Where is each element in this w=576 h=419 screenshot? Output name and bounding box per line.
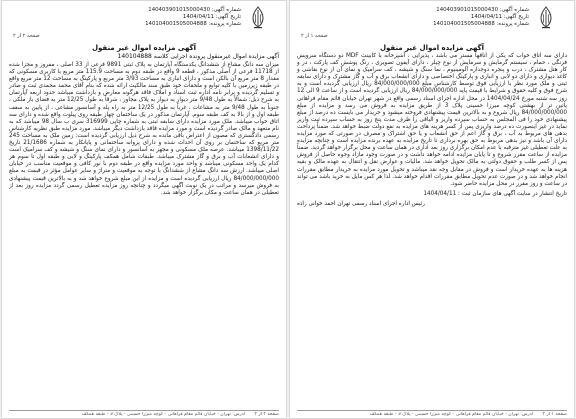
- signature-line: رئیس اداره اجرای اسناد رسمی تهران احمد خوانی زاده: [297, 200, 425, 207]
- footer-page: صفحه ۲ از ۲: [254, 412, 279, 417]
- document-page-1: [289, 0, 575, 419]
- page-header: [297, 5, 567, 43]
- page-label: صفحه ۲ از ۲: [13, 33, 40, 39]
- page-header: [9, 5, 279, 43]
- footer-page: صفحه ۱ از ۲: [542, 412, 567, 417]
- notice-date: تاریخ آگهی: 1404/04/11: [182, 14, 241, 21]
- notice-body: [297, 53, 567, 198]
- notice-title: آگهی مزایده اموال غیر منقول: [379, 44, 485, 52]
- file-number: شماره پرونده: 140104001505004888: [433, 21, 529, 28]
- page-footer: [297, 412, 567, 417]
- file-number: شماره پرونده: 140104001505004888: [145, 21, 241, 28]
- publish-date-line: تاریخ انتشار در سایت آگهی های سازمان ثبت : 1404/04/11: [423, 190, 567, 197]
- iran-emblem-icon: [247, 5, 269, 29]
- footer-address: آدرس: تهران - خیابان قائم مقام فراهانی - کوچه میرزا حسینی - پلاک 3 - طبقه همکف: [81, 412, 246, 417]
- notice-body: [9, 62, 279, 197]
- iran-emblem-icon: [535, 5, 557, 29]
- footer-divider: [9, 410, 279, 411]
- notice-meta: [145, 7, 241, 29]
- notice-number: شماره آگهی: 140403901015000430: [148, 7, 241, 13]
- document-page-2: [1, 0, 287, 419]
- page-label: صفحه ۱ از ۲: [301, 33, 328, 39]
- body-paragraph: میزان سه دانگ مشاع از ششدانگ یکدستگاه آپارتمان به پلاک ثبتی 9891 فرعی از 33 اصلی ، مفروز و مجزا شده از 11718 فرعی از اصلی مذکور ، قطعه 9 واقع در طبقه دوم به مساحت 115.9 متر مربع با کاربری مسکونی که مقدار 8 متر مربع آن بالکن است و دارای انباری به مساحت 3/93 متر مربع و پارکینگ به مساحت 12 متر مربع واقع در طبقه زیرزمین با کلیه توابع و ملحقات خود طبق سند مالکیت ارائه شده که بنام آقای محمد محمدی ثبت و صادر و تسلیم گردیده و برابر نامه اداره ثبت اسناد و املاک فاقد هرگونه معارض و بازداشت میباشد حدود اربعه آپارتمان به شرح ذیل: شمالاً به طول 9/48 متر دیوار به دیوار به پلاک مجاور ، شرقاً به طول 12/25 متر به فضای باز ملکی ، جنوباً به طول 9/48 متر به مشاعات ، غرباً به طول 12/25 متر به راه پله و آسانسور مشاعی ، از پایین به سقف طبقه اول و از بالا به کف طبقه سوم. آپارتمان مذکور در یک ساختمان چهار طبقه روی پیلوت واقع شده و دارای سه اتاق خواب میباشد. ملک مورد مزایده دارای سابقه ثبتی به شماره چاپی 316999 سری ب سال 98 میباشد که به نام متعهد و مالک صادر گردیده است و مورد مزایده فاقد بازداشت دیگر میباشد. مورد مزایده طبق نظریه کارشناس رسمی دادگستری که مصون از اعتراض باقی مانده به شرح ذیل ارزیابی گردیده است: زمین ملک به مساحت 245 متر مربع که ساختمان بر روی آن احداث شده و دارای پروانه ساختمانی و پایانکار به شماره 21/1686 تاریخ 1398/11/22 میباشد. عرصه ملک مسکونی و مجهز به آسانسور و دارای نمای سنگ و شیشه و کف سرامیک است و دارای انشعابات آب و برق و گاز مشترک میباشد. طبقات شامل همکف پارکینگ و لابی و طبقه اول تا سوم هر کدام یک واحد مسکونی میباشد و واحد مورد مزایده واقع در طبقه دوم با نور کافی و موقعیت مناسب در خیابان اصلی میباشد. ارزش سه دانگ مشاع از ششدانگ با توجه به موقعیت و متراژ و سایر عوامل مؤثر در قیمت به مبلغ 84/000/000/000 ریال ارزیابی گردیده است و مزایده از این مبلغ شروع خواهد شد و به بالاترین قیمت پیشنهادی به فروش میرسد و مراتب در یک نوبت آگهی میگردد و چنانچه روز مزایده تعطیل رسمی گردد مزایده روز بعد از تعطیلی در همان ساعت و مکان برگزار خواهد شد.: [9, 62, 280, 196]
- page-footer: [9, 412, 279, 417]
- notice-number: شماره آگهی: 140403901015000430: [436, 7, 529, 13]
- notice-date: تاریخ آگهی: 1404/04/11: [470, 14, 529, 21]
- notice-meta: [433, 7, 529, 29]
- body-paragraph: دارای سه اتاق خواب که یکی از اتاقها مستر می باشد ، پذیرایی ، آشپزخانه با کابینت MDF دو دستگاه سرویس فرنگی ، حمام ، سیستم گرمایش و سرمایش از نوع چیلر ، دارای آیفون تصویری ، رنگ پوشش کف پارکت ، در و کار هتل مشترک ، درب و پنجره دوجداره آلومینیوم ، نما سنگ و شیشه ، کف سرامیک و نمای آن از نوع نقاشی و کاغذ دیواری و دارای دو لابی و انباری و پارکینگ اختصاصی و دارای انشعاب برق و آب و گاز مشترک و دارای سابقه ثبتی و ملک مورد نظر با ارزیابی فوق توسط کارشناس مبلغ 84/000/000/000 ریال ارزیابی گردیده است و به شرح فوق و کلیه حقوق و شرایط با قیمت پایه 84/000/000/000 ریال ارزیابی گردیده است و از ساعت 9 الی 12 روز سه شنبه مورخ 1404/04/24 در محل اداره اجرای اسناد رسمی واقع در شهر تهران خیابان قائم مقام فراهانی پائین تر از بهشتی کوچه میرزا حسینی پلاک 3 از طریق مزایده به فروش می رسد و مزایده از مبلغ 84/000/000/000 ریال شروع و به بالاترین قیمت پیشنهادی فروخته میشود و خریدار می بایست ده درصد از مبلغ پیشنهادی خود را فی المجلس به حساب سپرده واریز و الباقی را ظرف مدت پنج روز به حساب سپرده ثبت واریز نماید در غیر اینصورت ده درصد واریزی پس از کسر هزینه های مزایده به نفع دولت ضبط خواهد شد. ضمناً پرداخت بدهی های مربوط به آب ، برق و گاز اعم از حق انشعاب و یا حق اشتراک و مصرف در صورتی که مورد مزایده دارای آن باشد و نیز بدهی مربوط به حق بهره برداری تا تاریخ مزایده به عهده برنده مزایده است و چنانچه مزایده به علت تعطیلی غیر مترقبه یا عدم امکان برگزاری روز بعد اداری در همان ساعت و محل برگزار خواهد گردید. ضمناً مزایده از ساعت مقرر شروع و تا پایان مزایده ادامه خواهد داشت و در صورت وجود مازاد وجوه حاصل از فروش پس از کسر طلب و حقوق دولتی به مالک تحویل خواهد شد. مالیات و عوارض نقل و انتقال به عهده مالک و بقیه هزینه ها به عهده خریدار است و فروش در مقابل وجه نقد میباشد و تحویل مورد مزایده به خریدار مطابق مقررات انجام خواهد شد و در صورت عدم تحویل مطابق مقررات اقدام خواهد شد. لذا هر کس مایل به خرید باشد می تواند در ساعت و روز مقرر در محل مزایده حاضر شود.: [297, 53, 567, 187]
- footer-address: آدرس: تهران - خیابان قائم مقام فراهانی - کوچه میرزا حسینی - پلاک 3 - طبقه همکف: [369, 412, 534, 417]
- notice-subtitle: آگهی مزایده اموال غیرمنقول پرونده اجرایی کلاسه 140104888: [117, 53, 279, 60]
- notice-title: آگهی مزایده اموال غیر منقول: [91, 44, 197, 52]
- footer-divider: [297, 410, 567, 411]
